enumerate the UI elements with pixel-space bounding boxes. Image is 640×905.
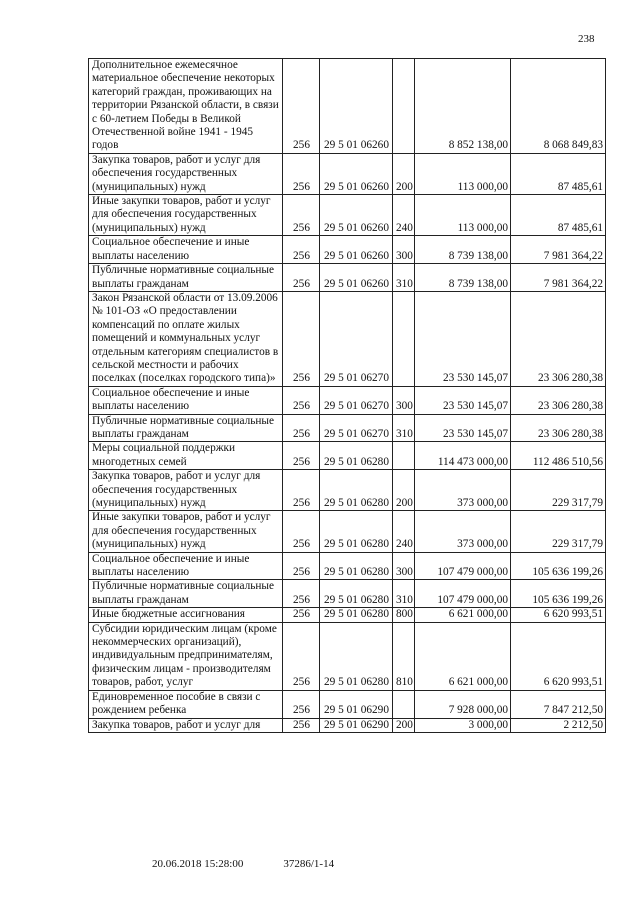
table-row xyxy=(89,291,606,386)
row-code-cell: 256 xyxy=(283,511,320,552)
row-expense-type-cell: 810 xyxy=(393,622,415,690)
row-executed-sum-cell: 87 485,61 xyxy=(511,153,606,194)
row-expense-type-cell: 300 xyxy=(393,386,415,414)
row-executed-sum-cell: 105 636 199,26 xyxy=(511,580,606,608)
row-name-cell: Иные закупки товаров, работ и услуг для обеспечения государственных (муниципальных) нужд xyxy=(89,195,283,236)
row-target-article-cell: 29 5 01 06260 xyxy=(320,236,393,264)
row-expense-type-cell xyxy=(393,291,415,386)
row-planned-sum-cell: 114 473 000,00 xyxy=(415,442,511,470)
row-planned-sum-cell: 8 852 138,00 xyxy=(415,59,511,154)
row-executed-sum-cell: 229 317,79 xyxy=(511,470,606,511)
row-expense-type-cell: 800 xyxy=(393,608,415,622)
table-row xyxy=(89,195,606,236)
row-executed-sum-cell: 7 981 364,22 xyxy=(511,236,606,264)
row-expense-type-cell xyxy=(393,442,415,470)
row-name-cell: Меры социальной поддержки многодетных семей xyxy=(89,442,283,470)
row-name-cell: Единовременное пособие в связи с рождением ребенка xyxy=(89,690,283,718)
row-planned-sum-cell: 113 000,00 xyxy=(415,195,511,236)
table-row xyxy=(89,414,606,442)
row-code-cell: 256 xyxy=(283,59,320,154)
row-executed-sum-cell: 229 317,79 xyxy=(511,511,606,552)
row-executed-sum-cell: 2 212,50 xyxy=(511,718,606,732)
page-number: 238 xyxy=(578,33,595,45)
row-code-cell: 256 xyxy=(283,442,320,470)
row-executed-sum-cell: 6 620 993,51 xyxy=(511,622,606,690)
row-executed-sum-cell: 8 068 849,83 xyxy=(511,59,606,154)
footer-doc-code: 37286/1-14 xyxy=(283,858,335,870)
row-code-cell: 256 xyxy=(283,690,320,718)
table-row xyxy=(89,690,606,718)
row-expense-type-cell: 310 xyxy=(393,414,415,442)
row-executed-sum-cell: 7 981 364,22 xyxy=(511,264,606,292)
row-executed-sum-cell: 7 847 212,50 xyxy=(511,690,606,718)
table-row xyxy=(89,622,606,690)
row-planned-sum-cell: 23 530 145,07 xyxy=(415,386,511,414)
table-row xyxy=(89,608,606,622)
row-planned-sum-cell: 3 000,00 xyxy=(415,718,511,732)
table-row xyxy=(89,264,606,292)
footer-datetime: 20.06.2018 15:28:00 xyxy=(152,858,244,870)
row-target-article-cell: 29 5 01 06270 xyxy=(320,386,393,414)
row-target-article-cell: 29 5 01 06260 xyxy=(320,195,393,236)
row-planned-sum-cell: 6 621 000,00 xyxy=(415,622,511,690)
row-name-cell: Закупка товаров, работ и услуг для xyxy=(89,718,283,732)
row-expense-type-cell: 300 xyxy=(393,552,415,580)
row-code-cell: 256 xyxy=(283,718,320,732)
row-code-cell: 256 xyxy=(283,622,320,690)
row-code-cell: 256 xyxy=(283,552,320,580)
row-name-cell: Закон Рязанской области от 13.09.2006 № 101-ОЗ «О предоставлении компенсаций по оплате жилых помещений и коммунальных услуг отдельным категориям специалистов в сельской местности и рабочих поселках (поселках городского типа)» xyxy=(89,291,283,386)
table-row xyxy=(89,580,606,608)
document-footer xyxy=(152,858,334,870)
row-name-cell: Закупка товаров, работ и услуг для обеспечения государственных (муниципальных) нужд xyxy=(89,153,283,194)
budget-table xyxy=(88,58,606,733)
row-code-cell: 256 xyxy=(283,291,320,386)
row-target-article-cell: 29 5 01 06280 xyxy=(320,622,393,690)
row-expense-type-cell: 310 xyxy=(393,580,415,608)
row-name-cell: Публичные нормативные социальные выплаты гражданам xyxy=(89,414,283,442)
row-executed-sum-cell: 105 636 199,26 xyxy=(511,552,606,580)
row-target-article-cell: 29 5 01 06280 xyxy=(320,442,393,470)
row-expense-type-cell: 200 xyxy=(393,153,415,194)
row-name-cell: Социальное обеспечение и иные выплаты населению xyxy=(89,552,283,580)
row-planned-sum-cell: 23 530 145,07 xyxy=(415,291,511,386)
table-row xyxy=(89,153,606,194)
row-code-cell: 256 xyxy=(283,470,320,511)
row-code-cell: 256 xyxy=(283,236,320,264)
row-expense-type-cell xyxy=(393,690,415,718)
row-executed-sum-cell: 23 306 280,38 xyxy=(511,386,606,414)
row-executed-sum-cell: 23 306 280,38 xyxy=(511,414,606,442)
table-row xyxy=(89,718,606,732)
table-row xyxy=(89,552,606,580)
row-planned-sum-cell: 8 739 138,00 xyxy=(415,264,511,292)
row-code-cell: 256 xyxy=(283,580,320,608)
budget-table-body xyxy=(89,59,606,733)
row-name-cell: Дополнительное ежемесячное материальное обеспечение некоторых категорий граждан, проживающих на территории Рязанской области, в связи с 60-летием Победы в Великой Отечественной войне 1941 - 1945 годов xyxy=(89,59,283,154)
row-executed-sum-cell: 112 486 510,56 xyxy=(511,442,606,470)
row-expense-type-cell: 240 xyxy=(393,195,415,236)
row-name-cell: Иные закупки товаров, работ и услуг для обеспечения государственных (муниципальных) нужд xyxy=(89,511,283,552)
row-target-article-cell: 29 5 01 06280 xyxy=(320,511,393,552)
table-row xyxy=(89,511,606,552)
row-name-cell: Иные бюджетные ассигнования xyxy=(89,608,283,622)
row-target-article-cell: 29 5 01 06270 xyxy=(320,291,393,386)
table-row xyxy=(89,470,606,511)
row-planned-sum-cell: 373 000,00 xyxy=(415,511,511,552)
row-expense-type-cell: 200 xyxy=(393,718,415,732)
row-code-cell: 256 xyxy=(283,264,320,292)
row-code-cell: 256 xyxy=(283,153,320,194)
row-name-cell: Субсидии юридическим лицам (кроме некоммерческих организаций), индивидуальным предпринимателям, физическим лицам - производителям товаров, работ, услуг xyxy=(89,622,283,690)
row-target-article-cell: 29 5 01 06260 xyxy=(320,59,393,154)
row-planned-sum-cell: 107 479 000,00 xyxy=(415,552,511,580)
table-row xyxy=(89,59,606,154)
row-planned-sum-cell: 107 479 000,00 xyxy=(415,580,511,608)
row-planned-sum-cell: 7 928 000,00 xyxy=(415,690,511,718)
row-expense-type-cell: 310 xyxy=(393,264,415,292)
row-expense-type-cell xyxy=(393,59,415,154)
row-target-article-cell: 29 5 01 06290 xyxy=(320,718,393,732)
row-target-article-cell: 29 5 01 06280 xyxy=(320,552,393,580)
row-executed-sum-cell: 87 485,61 xyxy=(511,195,606,236)
table-row xyxy=(89,236,606,264)
row-planned-sum-cell: 6 621 000,00 xyxy=(415,608,511,622)
row-target-article-cell: 29 5 01 06290 xyxy=(320,690,393,718)
row-code-cell: 256 xyxy=(283,608,320,622)
row-name-cell: Социальное обеспечение и иные выплаты населению xyxy=(89,386,283,414)
row-target-article-cell: 29 5 01 06280 xyxy=(320,470,393,511)
row-code-cell: 256 xyxy=(283,414,320,442)
row-planned-sum-cell: 373 000,00 xyxy=(415,470,511,511)
row-code-cell: 256 xyxy=(283,195,320,236)
row-target-article-cell: 29 5 01 06280 xyxy=(320,608,393,622)
row-name-cell: Закупка товаров, работ и услуг для обеспечения государственных (муниципальных) нужд xyxy=(89,470,283,511)
row-planned-sum-cell: 23 530 145,07 xyxy=(415,414,511,442)
row-executed-sum-cell: 23 306 280,38 xyxy=(511,291,606,386)
row-target-article-cell: 29 5 01 06260 xyxy=(320,264,393,292)
row-expense-type-cell: 200 xyxy=(393,470,415,511)
row-target-article-cell: 29 5 01 06260 xyxy=(320,153,393,194)
row-name-cell: Публичные нормативные социальные выплаты гражданам xyxy=(89,264,283,292)
row-name-cell: Публичные нормативные социальные выплаты гражданам xyxy=(89,580,283,608)
row-name-cell: Социальное обеспечение и иные выплаты населению xyxy=(89,236,283,264)
row-planned-sum-cell: 8 739 138,00 xyxy=(415,236,511,264)
row-target-article-cell: 29 5 01 06280 xyxy=(320,580,393,608)
table-row xyxy=(89,386,606,414)
row-expense-type-cell: 240 xyxy=(393,511,415,552)
row-target-article-cell: 29 5 01 06270 xyxy=(320,414,393,442)
table-row xyxy=(89,442,606,470)
row-executed-sum-cell: 6 620 993,51 xyxy=(511,608,606,622)
row-expense-type-cell: 300 xyxy=(393,236,415,264)
row-planned-sum-cell: 113 000,00 xyxy=(415,153,511,194)
row-code-cell: 256 xyxy=(283,386,320,414)
